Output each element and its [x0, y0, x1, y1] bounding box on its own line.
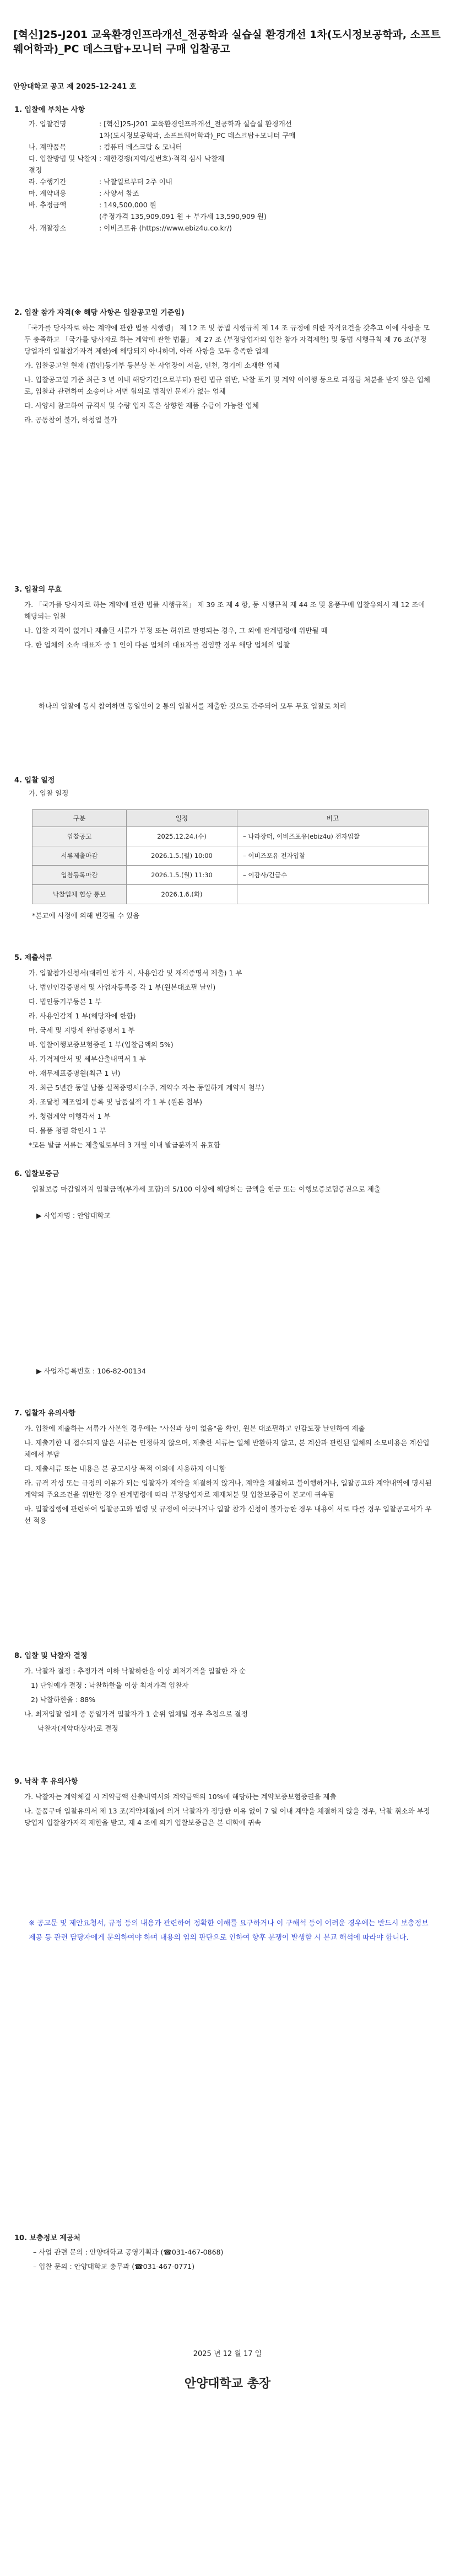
section-3-note: 하나의 입찰에 동시 참여하면 동일인이 2 통의 입찰서를 제출한 것으로 간주되어 모두 무효 입찰로 처리 — [39, 702, 346, 710]
schedule-cell: 서류제출마감 — [32, 846, 127, 866]
schedule-cell: 입찰등록마감 — [32, 866, 127, 885]
s5-item: 차. 조달청 제조업체 등록 및 납품실적 각 1 부 (원본 첨부) — [29, 1098, 202, 1106]
s2-item: 다. 사양서 참고하여 규격서 및 수량 입자 혹은 상향한 제품 수급이 가능한 업체 — [24, 401, 259, 410]
s5-item: 가. 입찰참가신청서(대리인 참가 시, 사용인감 및 재직증명서 제출) 1 부 — [29, 969, 242, 977]
section-8-items — [24, 1665, 432, 1737]
notice-date: 2025 년 12 월 17 일 — [193, 2350, 262, 2358]
schedule-col-header: 일정 — [127, 810, 237, 827]
notice-number: 안양대학교 공고 제 2025-12-241 호 — [13, 83, 137, 91]
s5-item: 다. 법인등기부등본 1 부 — [29, 997, 102, 1006]
s1-row: 가. 입찰건명 : [혁신]25-J201 교육환경인프라개선_전공학과 실습실 환경개선 — [29, 120, 292, 128]
section-7-items — [24, 1423, 432, 1529]
s1-row: 바. 추정금액 : 149,500,000 원 — [29, 201, 156, 209]
contact-line: – 입찰 문의 : 안양대학교 총무과 (☎031-467-0771) — [33, 2262, 195, 2271]
section-3-items — [24, 599, 432, 653]
section-6-heading: 6. 입찰보증금 — [14, 1170, 59, 1178]
s5-item: *모든 발급 서류는 제출일로부터 3 개월 이내 발급분까지 유효함 — [29, 1141, 220, 1149]
s2-item: 나. 입찰공고일 기준 최근 3 년 이내 해당기간(으로부터) 관련 법규 위반, 낙찰 포기 및 계약 이이행 등으로 과징금 처분을 받지 않은 업체로, 입찰과 관련하여 소송이나 서면 협의로 법적인 문제가 없는 업체 — [24, 375, 430, 395]
section-4-sub: 가. 입찰 일정 — [29, 789, 69, 797]
s1-row: 마. 계약내용 : 사양서 참조 — [29, 189, 139, 197]
schedule-col-header: 비고 — [237, 810, 429, 827]
table-row — [32, 846, 429, 866]
s2-item: 「국가를 당사자로 하는 계약에 관한 법률 시행령」 제 12 조 및 동법 시행규칙 제 14 조 규정에 의한 자격요건을 갖추고 이에 사항을 모두 충족하고 「국가를 당사자로 하는 계약에 관한 법률」 제 27 조 (부정당업자의 입찰 참가 자격제한) 및 동법 시행규칙 제 76 조(부정당업자의 입찰참가자격 제한)에 해당되지 아니하며, 아래 사항을 모두 충족한 업체 — [24, 324, 430, 355]
section-9-items — [24, 1791, 432, 1831]
section-2-heading: 2. 입찰 참가 자격(※ 해당 사항은 입찰공고일 기준임) — [14, 309, 185, 317]
s1-row: 라. 수행기간 : 낙찰일로부터 2주 이내 — [29, 178, 172, 186]
section-1-heading: 1. 입찰에 부치는 사항 — [14, 106, 85, 114]
s3-item: 다. 한 업체의 소속 대표자 중 1 인이 다른 업체의 대표자를 겸임할 경우 해당 업체의 입찰 — [24, 641, 290, 649]
section-5-items — [29, 967, 436, 1153]
table-row — [32, 885, 429, 904]
schedule-cell: 2026.1.6.(화) — [127, 885, 237, 904]
s8-item: 낙찰자(계약대상자)로 결정 — [37, 1724, 118, 1732]
table-row — [32, 866, 429, 885]
s5-item: 라. 사용인감계 1 부(해당자에 한함) — [29, 1012, 136, 1020]
schedule-cell — [237, 885, 429, 904]
s5-item: 마. 국세 및 지방세 완납증명서 1 부 — [29, 1026, 135, 1034]
section-3-heading: 3. 입찰의 무효 — [14, 586, 62, 594]
s5-item: 자. 최근 5년간 동일 납품 실적증명서(수주, 계약수 자는 동일하게 계약서 첨부) — [29, 1083, 264, 1092]
section-5-heading: 5. 제출서류 — [14, 954, 52, 962]
section-10-heading: 10. 보충정보 제공처 — [14, 2234, 80, 2242]
section-9-warning: ※ 공고문 및 제안요청서, 규정 등의 내용과 관련하여 정확한 이해를 요구하거나 이 구해석 등이 어려운 경우에는 반드시 보충정보 제공 등 관련 담당자에게 문의하여야 하며 내용의 임의 판단으로 인하여 향후 분쟁이 발생할 시 본교 해석에 따라야 합니다. — [29, 1919, 429, 1942]
section-7-heading: 7. 입찰자 유의사항 — [14, 1409, 75, 1418]
s7-item: 나. 제출기한 내 접수되지 않은 서류는 인정하지 않으며, 제출한 서류는 일체 반환하지 않고, 본 계산과 관련된 일체의 소모비용은 계산업체에서 부담 — [24, 1439, 430, 1458]
schedule-cell: – 나라장터, 이비즈포유(ebiz4u) 전자입찰 — [237, 827, 429, 846]
schedule-col-header: 구분 — [32, 810, 127, 827]
schedule-cell: 2025.12.24.(수) — [127, 827, 237, 846]
section-8-heading: 8. 입찰 및 낙찰자 결정 — [14, 1652, 88, 1660]
s2-item: 가. 입찰공고일 현재 (법인)등기부 등본상 본 사업장이 서울, 인천, 경기에 소재한 업체 — [24, 361, 280, 369]
s1-row: (추정가격 135,909,091 원 + 부가세 13,590,909 원) — [99, 212, 267, 221]
notice-title: [혁신]25-J201 교육환경인프라개선_전공학과 실습실 환경개선 1차(도시정보공학과, 소프트웨어학과)_PC 데스크탑+모니터 구매 입찰공고 — [13, 29, 441, 55]
schedule-note: *본교에 사정에 의해 변경될 수 있음 — [32, 911, 140, 920]
s2-item: 라. 공동참여 불가, 하청업 불가 — [24, 416, 117, 424]
section-2-items — [24, 322, 432, 428]
schedule-header-row — [32, 810, 429, 827]
s5-item: 타. 물품 청렴 확인서 1 부 — [29, 1126, 106, 1135]
s8-item: 1) 단일예가 결정 : 낙찰하한율 이상 최저가격 입찰자 — [31, 1681, 189, 1689]
section-6-reg-no: ▶ 사업자등록번호 : 106-82-00134 — [36, 1367, 146, 1375]
s7-item: 마. 입찰집행에 관련하여 입찰공고와 법령 및 규정에 어긋나거나 입찰 참가 신청이 불가능한 경우 내용이 서로 다를 경우 입찰공고서가 우선 적용 — [24, 1505, 432, 1525]
s1-row: 1차(도시정보공학과, 소프트웨어학과)_PC 데스크탑+모니터 구매 — [99, 131, 296, 139]
section-9-heading: 9. 낙착 후 유의사항 — [14, 1778, 78, 1786]
s3-item: 가. 「국가를 당사자로 하는 계약에 관한 법률 시행규칙」 제 39 조 제 4 항, 동 시행규칙 제 44 조 및 용품구매 입찰유의서 제 12 조에 해당되는 입찰 — [24, 600, 425, 620]
s1-row: 나. 계약품목 : 컴퓨터 데스크탑 & 모니터 — [29, 143, 182, 151]
s7-item: 가. 입찰에 제출하는 서류가 사본일 경우에는 "사실과 상이 없음"을 확인, 원본 대조필하고 인감도장 날인하여 제출 — [24, 1424, 365, 1432]
contact-line: – 사업 관련 문의 : 안양대학교 공영기획과 (☎031-467-0868) — [33, 2248, 224, 2256]
s9-item: 가. 낙찰자는 계약체결 시 계약금액 산출내역서와 계약금액의 10%에 해당하는 계약보증보험증권을 제출 — [24, 1793, 337, 1801]
s8-item: 나. 최저입찰 업체 중 동일가격 입찰자가 1 순위 업체일 경우 추첨으로 결정 — [24, 1710, 248, 1718]
s8-item: 2) 낙찰하한율 : 88% — [31, 1695, 96, 1704]
s5-item: 바. 입찰이행보증보험증권 1 부(입찰금액의 5%) — [29, 1040, 174, 1049]
schedule-cell: 입찰공고 — [32, 827, 127, 846]
section-4-heading: 4. 입찰 일정 — [14, 776, 55, 785]
schedule-cell: – 이감사/긴급수 — [237, 866, 429, 885]
issuer-signature: 안양대학교 총장 — [184, 2377, 271, 2391]
s9-item: 나. 물품구매 입찰유의서 제 13 조(계약체결)에 의거 낙찰자가 정당한 이유 없이 7 일 이내 계약을 체결하지 않을 경우, 낙찰 취소와 부정당업자 입찰참가자격 제한을 받고, 제 4 조에 의거 입찰보증금은 본 대학에 귀속 — [24, 1807, 430, 1827]
s1-row: 사. 개찰장소 : 이비즈포유 (https://www.ebiz4u.co.kr/) — [29, 224, 232, 232]
s5-item: 나. 법인인감증명서 및 사업자등록증 각 1 부(원본대조필 날인) — [29, 983, 216, 991]
section-1-items — [29, 118, 436, 234]
s5-item: 아. 재무제표증명원(최근 1 년) — [29, 1069, 121, 1077]
schedule-cell: – 이비즈포유 전자입찰 — [237, 846, 429, 866]
s5-item: 사. 가격제안서 및 세부산출내역서 1 부 — [29, 1055, 146, 1063]
s8-item: 가. 낙찰자 결정 : 추정가격 이하 낙찰하한율 이상 최저가격을 입찰한 자 순 — [24, 1667, 246, 1675]
s3-item: 나. 입찰 자격이 없거나 제출된 서류가 부정 또는 허위로 판명되는 경우, 그 외에 관계법령에 위반될 때 — [24, 626, 328, 635]
section-6-text: 입찰보증 마감일까지 입찰금액(부가세 포함)의 5/100 이상에 해당하는 금액을 현금 또는 이행보증보험증권으로 제출 — [32, 1185, 381, 1193]
schedule-cell: 낙찰업체 협상 통보 — [32, 885, 127, 904]
s7-item: 라. 규격 작성 또는 규정의 이유가 되는 입찰자가 계약을 체결하지 않거나, 계약을 체결하고 불이행하거나, 입찰공고와 계약내역에 명시된 계약의 주요조건을 위반한 경우 관계법령에 따라 부정당업자로 제재처분 및 입찰보증금이 본교에 귀속됨 — [24, 1479, 432, 1499]
s1-row: 다. 입찰방법 및 낙찰자결정 : 제한경쟁(지역/실번호)·적격 심사 낙찰제 — [29, 154, 225, 174]
schedule-cell: 2026.1.5.(월) 11:30 — [127, 866, 237, 885]
section-6-account: ▶ 사업자명 : 안양대학교 — [36, 1211, 111, 1220]
schedule-cell: 2026.1.5.(월) 10:00 — [127, 846, 237, 866]
section-10-lines — [33, 2246, 441, 2275]
table-row — [32, 827, 429, 846]
s7-item: 다. 제출서류 또는 내용은 본 공고서상 목적 이외에 사용하지 아니함 — [24, 1464, 226, 1473]
s5-item: 카. 청렴계약 이행각서 1 부 — [29, 1112, 111, 1120]
schedule-table — [32, 809, 429, 904]
